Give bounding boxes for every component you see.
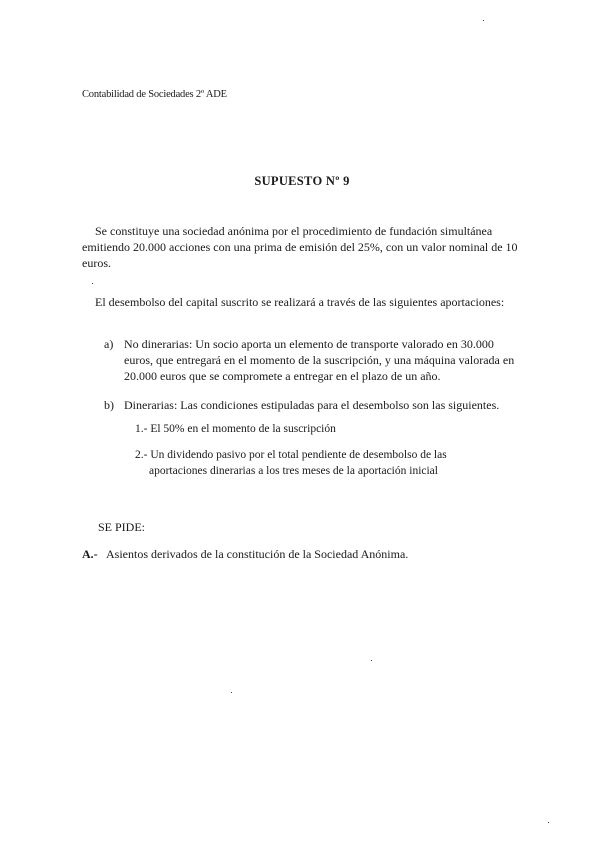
list-item-text: No dinerarias: Un socio aporta un elemento de transporte valorado en 30.000 euros, que entregará en el momento de la suscripción, y una máquina valorada en 20.000 euros que se compromete a entregar en el plazo de un año. <box>124 337 515 383</box>
task-label: A.- <box>82 547 98 561</box>
task-text: Asientos derivados de la constitución de la Sociedad Anónima. <box>106 547 409 561</box>
subitem-2 <box>135 447 475 479</box>
scan-speck <box>92 283 93 284</box>
se-pide-heading: SE PIDE: <box>98 520 146 534</box>
subitem-1: 1.- El 50% en el momento de la suscripción <box>135 423 336 435</box>
scan-speck <box>548 822 549 823</box>
scan-speck <box>483 20 484 21</box>
intro-paragraph: Se constituye una sociedad anónima por el procedimiento de fundación simultánea emitiendo 20.000 acciones con una prima de emisión del 25%, con un valor nominal de 10 euros. <box>82 224 518 270</box>
scan-speck <box>231 692 232 693</box>
list-item-text: Dinerarias: Las condiciones estipuladas para el desembolso son las siguientes. <box>124 398 500 412</box>
lead-paragraph: El desembolso del capital suscrito se realizará a través de las siguientes aportaciones: <box>95 295 505 309</box>
subitem-line: 2.- Un dividendo pasivo por el total pendiente de desembolso de las <box>135 449 447 461</box>
page-header: Contabilidad de Sociedades 2º ADE <box>82 89 227 100</box>
exercise-title: SUPUESTO Nº 9 <box>254 174 350 188</box>
list-marker: b) <box>104 398 114 412</box>
subitem-line: aportaciones dinerarias a los tres meses de la aportación inicial <box>149 465 438 477</box>
task-a <box>82 547 408 562</box>
list-marker: a) <box>104 337 114 351</box>
scan-speck <box>371 660 372 661</box>
